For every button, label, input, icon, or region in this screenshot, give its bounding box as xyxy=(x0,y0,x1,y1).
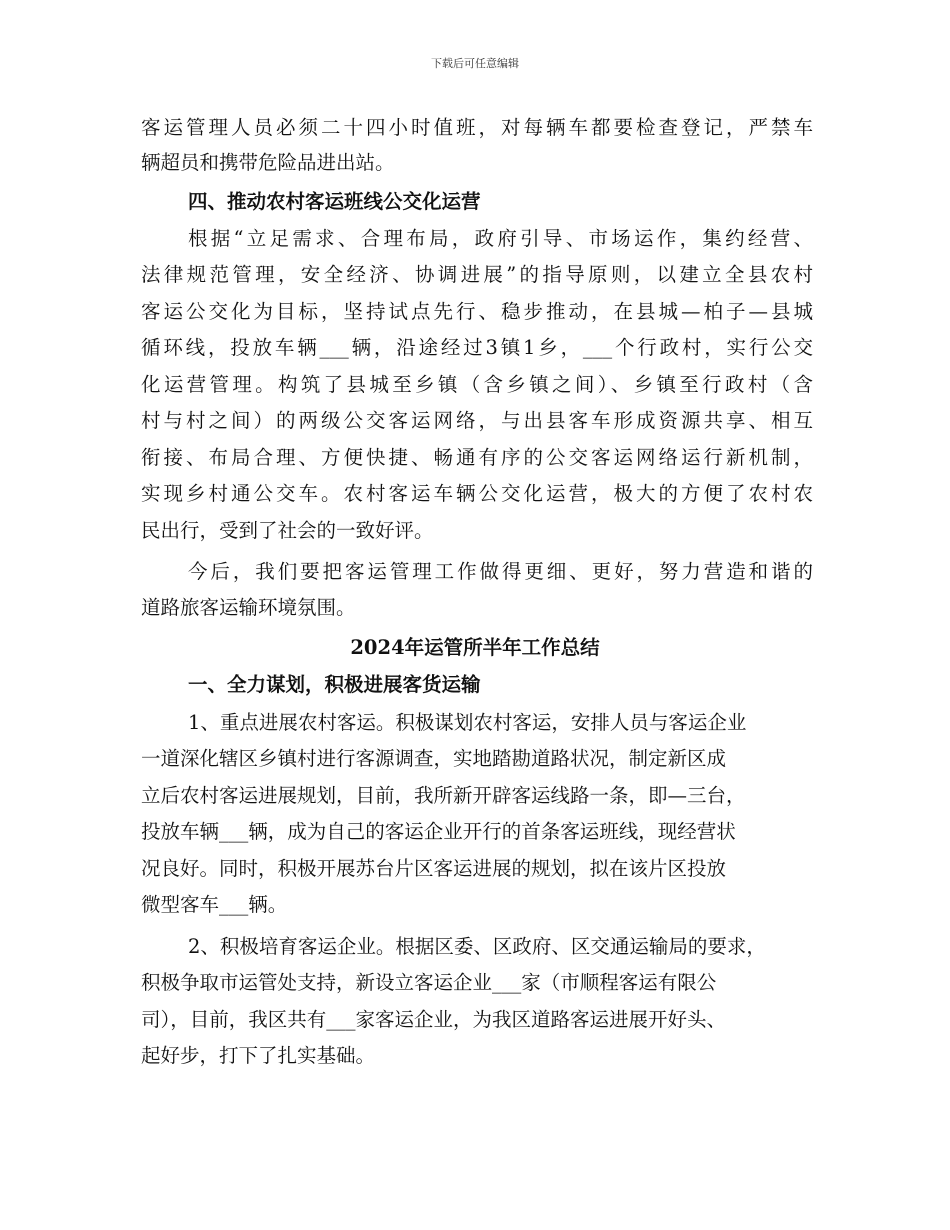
paragraph-line: 微型客车___辆。 xyxy=(141,893,288,916)
paragraph-line: 衔接、布局合理、方便快捷、畅通有序的公交客运网络运行新机制， xyxy=(141,446,813,469)
paragraph-line: 起好步，打下了扎实基础。 xyxy=(141,1044,376,1067)
paragraph-line: 积极争取市运管处支持，新设立客运企业___家（市顺程客运有限公 xyxy=(141,971,717,994)
paragraph-line: 今后，我们要把客运管理工作做得更细、更好，努力营造和谐的 xyxy=(188,560,813,583)
paragraph-line: 辆超员和携带危险品进出站。 xyxy=(141,151,395,174)
paragraph-line: 法律规范管理，安全经济、协调进展”的指导原则，以建立全县农村 xyxy=(141,263,813,286)
paragraph-line: 客运管理人员必须二十四小时值班，对每辆车都要检查登记，严禁车 xyxy=(141,116,813,139)
paragraph-line: 村与村之间）的两级公交客运网络，与出县客车形成资源共享、相互 xyxy=(141,409,813,432)
paragraph-line: 一道深化辖区乡镇村进行客源调查，实地踏勘道路状况，制定新区成 xyxy=(141,747,727,770)
page-header-note: 下载后可任意编辑 xyxy=(431,57,519,70)
paragraph-line: 立后农村客运进展规划，目前，我所新开辟客运线路一条，即—三台， xyxy=(141,784,746,807)
paragraph-line: 投放车辆___辆，成为自己的客运企业开行的首条客运班线，现经营状 xyxy=(141,820,736,843)
paragraph-line: 道路旅客运输环境氛围。 xyxy=(141,596,356,619)
paragraph-line: 司），目前，我区共有___家客运企业，为我区道路客运进展开好头、 xyxy=(141,1008,727,1031)
paragraph-line: 化运营管理。构筑了县城至乡镇（含乡镇之间）、乡镇至行政村（含 xyxy=(141,373,813,396)
paragraph-line: 循环线，投放车辆___辆，沿途经过3镇1乡，___个行政村，实行公交 xyxy=(141,336,813,359)
section-heading-1: 一、全力谋划，积极进展客货运输 xyxy=(188,673,481,696)
section-heading-4: 四、推动农村客运班线公交化运营 xyxy=(188,190,481,213)
paragraph-line: 客运公交化为目标，坚持试点先行、稳步推动，在县城—柏子—县城 xyxy=(141,300,813,323)
document-title: 2024年运管所半年工作总结 xyxy=(350,636,600,659)
paragraph-line: 根据“立足需求、合理布局，政府引导、市场运作，集约经营、 xyxy=(188,227,813,250)
paragraph-line: 1、重点进展农村客运。积极谋划农村客运，安排人员与客运企业 xyxy=(188,711,747,734)
paragraph-line: 况良好。同时，积极开展苏台片区客运进展的规划，拟在该片区投放 xyxy=(141,857,727,880)
paragraph-line: 民出行，受到了社会的一致好评。 xyxy=(141,519,434,542)
paragraph-line: 2、积极培育客运企业。根据区委、区政府、区交通运输局的要求， xyxy=(188,935,766,958)
paragraph-line: 实现乡村通公交车。农村客运车辆公交化运营，极大的方便了农村农 xyxy=(141,482,813,505)
